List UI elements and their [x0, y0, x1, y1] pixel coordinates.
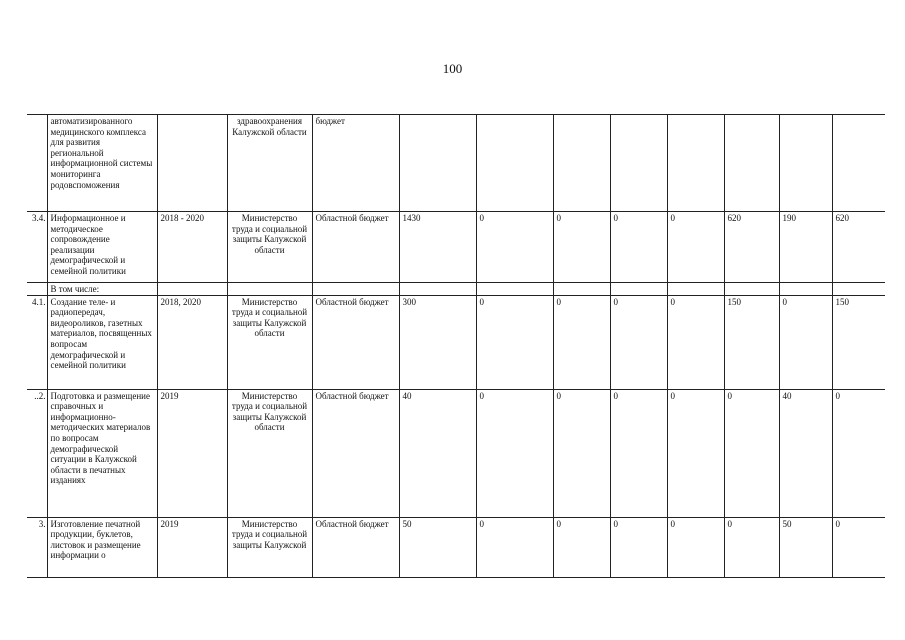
amount-cell: 0 [553, 517, 610, 577]
total-amount: 1430 [399, 212, 476, 283]
years [157, 115, 227, 212]
amount-cell: 0 [553, 389, 610, 517]
amount-cell: 0 [667, 517, 724, 577]
amount-cell [779, 115, 832, 212]
amount-cell: 620 [724, 212, 779, 283]
total-amount: 40 [399, 389, 476, 517]
amount-cell [553, 115, 610, 212]
funding-source: Областной бюджет [312, 517, 399, 577]
funding-source: Областной бюджет [312, 212, 399, 283]
years: 2018 - 2020 [157, 212, 227, 283]
executor [227, 283, 312, 296]
row-number: 4.1. [27, 295, 47, 389]
amount-cell: 190 [779, 212, 832, 283]
budget-table [27, 114, 885, 578]
amount-cell: 150 [724, 295, 779, 389]
table-row [27, 283, 885, 296]
amount-cell: 0 [476, 517, 553, 577]
row-number: ..2. [27, 389, 47, 517]
table-row [27, 517, 885, 577]
amount-cell: 150 [832, 295, 885, 389]
table-row [27, 212, 885, 283]
amount-cell: 0 [667, 295, 724, 389]
executor: здравоохранения Калужской области [227, 115, 312, 212]
amount-cell: 0 [779, 295, 832, 389]
amount-cell: 50 [779, 517, 832, 577]
amount-cell: 0 [476, 389, 553, 517]
row-number [27, 115, 47, 212]
amount-cell: 0 [724, 517, 779, 577]
row-number: 3. [27, 517, 47, 577]
measure-name: Информационное и методическое сопровождение реализации демографической и семейной политики [47, 212, 157, 283]
measure-name: В том числе: [47, 283, 157, 296]
measure-name: Создание теле- и радиопередач, видеороликов, газетных материалов, посвященных вопросам демографической и семейной политики [47, 295, 157, 389]
measure-name: Изготовление печатной продукции, буклетов, листовок и размещение информации о [47, 517, 157, 577]
years [157, 283, 227, 296]
table-row [27, 295, 885, 389]
amount-cell [832, 283, 885, 296]
amount-cell: 620 [832, 212, 885, 283]
amount-cell [832, 115, 885, 212]
amount-cell [779, 283, 832, 296]
table-row [27, 389, 885, 517]
executor: Министерство труда и социальной защиты Калужской области [227, 389, 312, 517]
funding-source: Областной бюджет [312, 295, 399, 389]
total-amount: 300 [399, 295, 476, 389]
amount-cell: 0 [476, 295, 553, 389]
measure-name: Подготовка и размещение справочных и информационно-методических материалов по вопросам демографической ситуации в Калужской области в печатных изданиях [47, 389, 157, 517]
funding-source [312, 283, 399, 296]
amount-cell: 0 [610, 295, 667, 389]
years: 2018, 2020 [157, 295, 227, 389]
amount-cell [724, 283, 779, 296]
amount-cell: 0 [667, 212, 724, 283]
amount-cell: 0 [667, 389, 724, 517]
amount-cell [610, 283, 667, 296]
total-amount [399, 283, 476, 296]
amount-cell [476, 283, 553, 296]
amount-cell: 0 [832, 517, 885, 577]
executor: Министерство труда и социальной защиты Калужской области [227, 212, 312, 283]
amount-cell [610, 115, 667, 212]
amount-cell: 0 [476, 212, 553, 283]
total-amount [399, 115, 476, 212]
amount-cell [667, 283, 724, 296]
funding-source: Областной бюджет [312, 389, 399, 517]
row-number [27, 283, 47, 296]
amount-cell: 0 [832, 389, 885, 517]
amount-cell: 0 [610, 212, 667, 283]
amount-cell [724, 115, 779, 212]
page-number: 100 [442, 61, 463, 76]
measure-name: автоматизированного медицинского комплекса для развития региональной информационной системы мониторинга родовспоможения [47, 115, 157, 212]
funding-source: бюджет [312, 115, 399, 212]
executor: Министерство труда и социальной защиты Калужской [227, 517, 312, 577]
amount-cell [667, 115, 724, 212]
amount-cell: 40 [779, 389, 832, 517]
years: 2019 [157, 517, 227, 577]
amount-cell: 0 [610, 389, 667, 517]
amount-cell: 0 [553, 295, 610, 389]
amount-cell: 0 [724, 389, 779, 517]
amount-cell [553, 283, 610, 296]
table-row [27, 115, 885, 212]
amount-cell [476, 115, 553, 212]
amount-cell: 0 [553, 212, 610, 283]
amount-cell: 0 [610, 517, 667, 577]
row-number: 3.4. [27, 212, 47, 283]
years: 2019 [157, 389, 227, 517]
total-amount: 50 [399, 517, 476, 577]
executor: Министерство труда и социальной защиты Калужской области [227, 295, 312, 389]
